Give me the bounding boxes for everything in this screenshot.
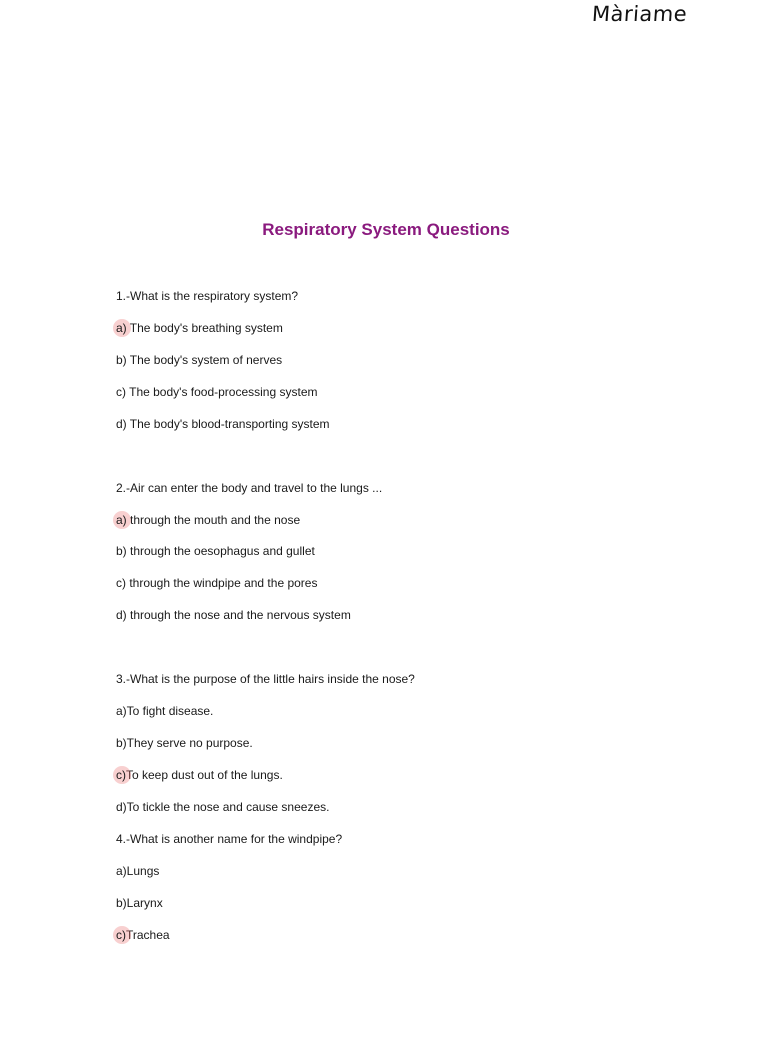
question-3-answer-c: c)To keep dust out of the lungs. xyxy=(116,768,283,782)
question-1-answer-a: a) The body's breathing system xyxy=(116,321,283,335)
question-2-text: 2.-Air can enter the body and travel to the lungs ... xyxy=(116,481,383,495)
question-1-text: 1.-What is the respiratory system? xyxy=(116,289,299,303)
answer-marker: a) xyxy=(116,513,127,527)
question-2-option-d: d) through the nose and the nervous system xyxy=(116,608,351,622)
question-1-option-b: b) The body's system of nerves xyxy=(116,353,283,367)
answer-marker: c) xyxy=(116,768,126,782)
question-4-option-a: a)Lungs xyxy=(116,864,160,878)
handwritten-signature: Màriame xyxy=(591,2,689,26)
question-2-answer-a: a) through the mouth and the nose xyxy=(116,513,301,527)
question-4-answer-c: c)Trachea xyxy=(116,928,170,942)
question-3-text: 3.-What is the purpose of the little hairs inside the nose? xyxy=(116,672,415,686)
question-1-option-d: d) The body's blood-transporting system xyxy=(116,417,330,431)
question-3-option-b: b)They serve no purpose. xyxy=(116,736,253,750)
answer-marker: c) xyxy=(116,928,126,942)
page-title: Respiratory System Questions xyxy=(262,220,510,239)
question-2-option-c: c) through the windpipe and the pores xyxy=(116,576,318,590)
question-3-option-d: d)To tickle the nose and cause sneezes. xyxy=(116,800,330,814)
question-2-option-b: b) through the oesophagus and gullet xyxy=(116,544,315,558)
question-4-text: 4.-What is another name for the windpipe? xyxy=(116,832,343,846)
answer-marker: a) xyxy=(116,321,127,335)
question-1-option-c: c) The body's food-processing system xyxy=(116,385,318,399)
question-3-option-a: a)To fight disease. xyxy=(116,704,214,718)
question-4-option-b: b)Larynx xyxy=(116,896,163,910)
